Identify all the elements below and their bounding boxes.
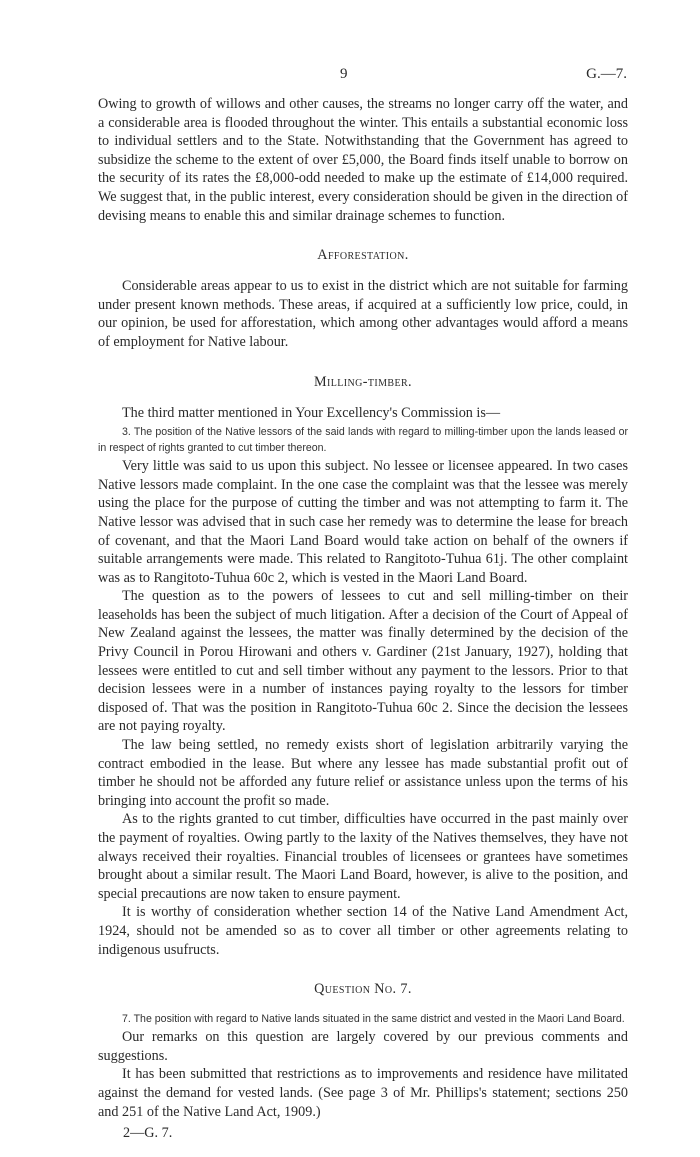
- document-reference: G.—7.: [586, 66, 627, 82]
- heading-afforestation: Afforestation.: [317, 247, 409, 264]
- paragraph-timber-rights: As to the rights granted to cut timber, difficulties have occurred in the past mainly over the payment of royalties. Owing partly to the laxity of the Natives themselves, they have not always received their royalties. Financial troubles of licensees or grantees have sometimes brought about a similar result. The Maori Land Board, however, is alive to the position, and special precautions are now taken to ensure payment.: [98, 811, 628, 902]
- paragraph-commission-intro: The third matter mentioned in Your Excellency's Commission is—: [122, 404, 501, 421]
- paragraph-restrictions: It has been submitted that restrictions as to improvements and residence have militated against the demand for vested lands. (See page 3 of Mr. Phillips's statement; sections 250 and 251 of the Native Land Act, 1909.): [98, 1066, 628, 1120]
- paragraph-previous-comments: Our remarks on this question are largely covered by our previous comments and suggestions.: [98, 1029, 628, 1064]
- body-text: [98, 95, 628, 1143]
- paragraph-law-settled: The law being settled, no remedy exists short of legislation arbitrarily varying the contract embodied in the lease. But where any lessee has made substantial profit out of timber he should not be afforded any future relief or assistance unless upon the terms of his bringing into account the profit so made.: [98, 737, 628, 809]
- paragraph-complaints: Very little was said to us upon this subject. No lessee or licensee appeared. In two cases Native lessors made complaint. In the one case the complaint was that the lessee was merely using the place for the purpose of cutting the timber and was not attempting to farm it. The Native lessor was advised that in such case her remedy was to determine the lease for breach of covenant, and that the Maori Land Board would take action on behalf of the owners if suitable arrangements were made. This related to Rangitoto-Tuhua 61j. The other complaint was as to Rangitoto-Tuhua 60c 2, which is vested in the Maori Land Board.: [98, 458, 628, 586]
- paragraph-drainage: Owing to growth of willows and other causes, the streams no longer carry off the water, and a considerable area is flooded throughout the winter. This entails a substantial economic loss to individual settlers and to the State. Notwithstanding that the Government has agreed to subsidize the scheme to the extent of over £5,000, the Board finds itself unable to borrow on the security of its rates the £8,000-odd needed to make up the estimate of £14,000 required. We suggest that, in the public interest, every consideration should be given in the direction of devising means to enable this and similar drainage schemes to function.: [98, 96, 628, 224]
- page-number: 9: [340, 66, 348, 82]
- paragraph-section-14: It is worthy of consideration whether section 14 of the Native Land Amendment Act, 1924, should not be amended so as to cover all timber or other agreements relating to indigenous usufructs.: [98, 904, 628, 958]
- heading-milling-timber: Milling-timber.: [314, 373, 412, 390]
- heading-question-7: Question No. 7.: [314, 981, 412, 998]
- paragraph-afforestation: Considerable areas appear to us to exist in the district which are not suitable for farming under present known methods. These areas, if acquired at a sufficiently low price, could, in our opinion, be used for afforestation, which among other advantages would afford a means of employment for Native labour.: [98, 278, 628, 350]
- paragraph-litigation: The question as to the powers of lessees to cut and sell milling-timber on their leaseholds has been the subject of much litigation. After a decision of the Court of Appeal of New Zealand against the lessees, the matter was finally determined by the decision of the Privy Council in Porou Hirowani and others v. Gardiner (21st January, 1927), holding that lessees were entitled to cut and sell timber without any payment to the lessors. Prior to that decision lessees were in a number of instances paying royalty to the lessors for timber disposed of. That was the position in Rangitoto-Tuhua 60c 2. Since the decision the lessees are not paying royalty.: [98, 588, 628, 735]
- quote-question-7: 7. The position with regard to Native lands situated in the same district and vested in the Maori Land Board.: [122, 1013, 625, 1026]
- quote-commission-item-3: 3. The position of the Native lessors of the said lands with regard to milling-timber upon the lands leased or in respect of rights granted to cut timber thereon.: [98, 426, 628, 455]
- signature-mark: 2—G. 7.: [123, 1125, 173, 1142]
- page-header: [0, 66, 700, 86]
